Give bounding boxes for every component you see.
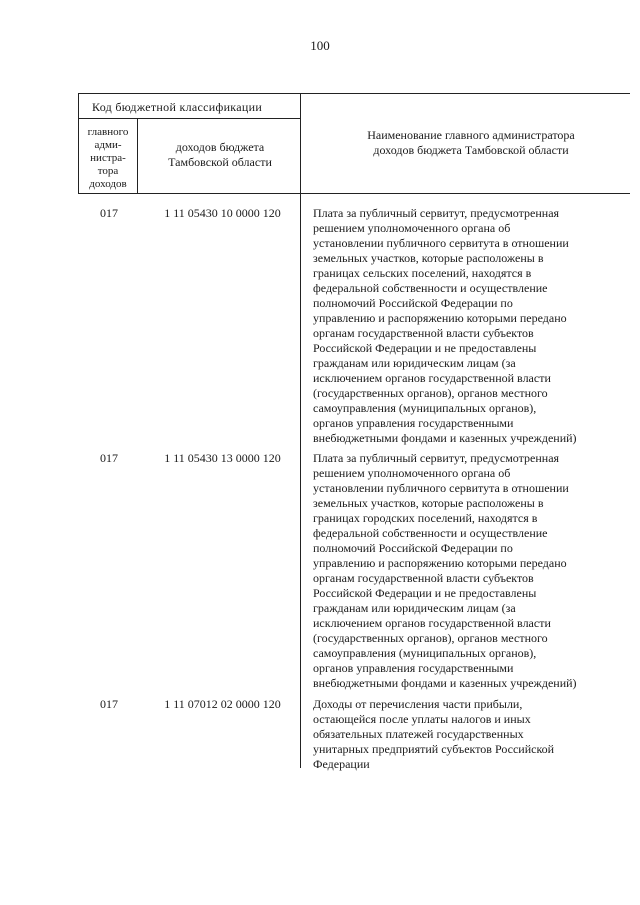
row-name-line: самоуправления (муниципальных органов), — [313, 646, 537, 660]
table-top-border — [78, 93, 630, 94]
header-admin-line: главного — [87, 126, 129, 138]
row-name-line: унитарных предприятий субъектов Российской — [313, 742, 555, 756]
row-name-line: органам государственной власти субъектов — [313, 571, 534, 585]
row-name-line: решением уполномоченного органа об — [313, 466, 511, 480]
row-name-line: Российской Федерации и не предоставлены — [313, 341, 537, 355]
header-admin-line: адми- — [94, 139, 122, 151]
header-bottom-border — [78, 193, 630, 194]
row-name-line: границах сельских поселений, находятся в — [313, 266, 532, 280]
row-name-line: Плата за публичный сервитут, предусмотренная — [313, 206, 560, 220]
row-name-line: гражданам или юридическим лицам (за — [313, 601, 516, 615]
header-admin-line: доходов — [89, 178, 127, 190]
row-name-line: Российской Федерации и не предоставлены — [313, 586, 537, 600]
row-name-line: (государственных органов), органов местного — [313, 386, 548, 400]
column-divider-name — [300, 93, 301, 768]
row-admin-code: 017 — [100, 697, 118, 711]
header-admin-line: нистра- — [90, 152, 126, 164]
table-left-border — [78, 93, 79, 193]
row-name-line: земельных участков, которые расположены в — [313, 251, 544, 265]
header-income-line: доходов бюджета — [175, 140, 265, 154]
header-income-line: Тамбовской области — [168, 155, 272, 169]
header-admin-line: тора — [97, 165, 119, 177]
row-name — [313, 697, 633, 772]
row-name-line: границах городских поселений, находятся в — [313, 511, 538, 525]
row-name-line: федеральной собственности и осуществление — [313, 281, 548, 295]
header-name-line: доходов бюджета Тамбовской области — [373, 143, 569, 157]
code-group-underline — [78, 118, 300, 119]
row-budget-code: 1 11 05430 10 0000 120 — [164, 206, 281, 220]
row-name — [313, 206, 633, 446]
row-name-line: установлении публичного сервитута в отношении — [313, 481, 569, 495]
row-name-line: Доходы от перечисления части прибыли, — [313, 697, 523, 711]
row-name-line: органов управления государственными — [313, 661, 514, 675]
row-name-line: органам государственной власти субъектов — [313, 326, 534, 340]
row-name-line: гражданам или юридическим лицам (за — [313, 356, 516, 370]
row-name-line: установлении публичного сервитута в отношении — [313, 236, 569, 250]
row-name-line: внебюджетными фондами и казенных учреждений) — [313, 431, 577, 445]
row-admin-code: 017 — [100, 206, 118, 220]
row-name-line: органов управления государственными — [313, 416, 514, 430]
row-name-line: Плата за публичный сервитут, предусмотренная — [313, 451, 560, 465]
row-name-line: (государственных органов), органов местного — [313, 631, 548, 645]
header-name-line: Наименование главного администратора — [367, 128, 575, 142]
row-name-line: обязательных платежей государственных — [313, 727, 524, 741]
row-name-line: полномочий Российской Федерации по — [313, 541, 513, 555]
header-name-column — [312, 128, 630, 158]
row-name-line: решением уполномоченного органа об — [313, 221, 511, 235]
row-name-line: исключением органов государственной власти — [313, 616, 551, 630]
header-code-group: Код бюджетной классификации — [92, 100, 263, 114]
row-name-line: федеральной собственности и осуществление — [313, 526, 548, 540]
row-name-line: земельных участков, которые расположены в — [313, 496, 544, 510]
page-number: 100 — [310, 38, 330, 53]
row-budget-code: 1 11 07012 02 0000 120 — [164, 697, 281, 711]
row-name-line: управлению и распоряжению которыми передано — [313, 556, 567, 570]
header-admin-column — [82, 126, 134, 191]
row-name-line: полномочий Российской Федерации по — [313, 296, 513, 310]
row-name — [313, 451, 633, 691]
row-name-line: остающейся после уплаты налогов и иных — [313, 712, 531, 726]
row-name-line: исключением органов государственной власти — [313, 371, 551, 385]
column-divider-admin — [137, 118, 138, 193]
row-admin-code: 017 — [100, 451, 118, 465]
row-name-line: самоуправления (муниципальных органов), — [313, 401, 537, 415]
row-name-line: Федерации — [313, 757, 370, 771]
header-income-column — [145, 140, 295, 170]
row-budget-code: 1 11 05430 13 0000 120 — [164, 451, 281, 465]
row-name-line: внебюджетными фондами и казенных учреждений) — [313, 676, 577, 690]
row-name-line: управлению и распоряжению которыми передано — [313, 311, 567, 325]
